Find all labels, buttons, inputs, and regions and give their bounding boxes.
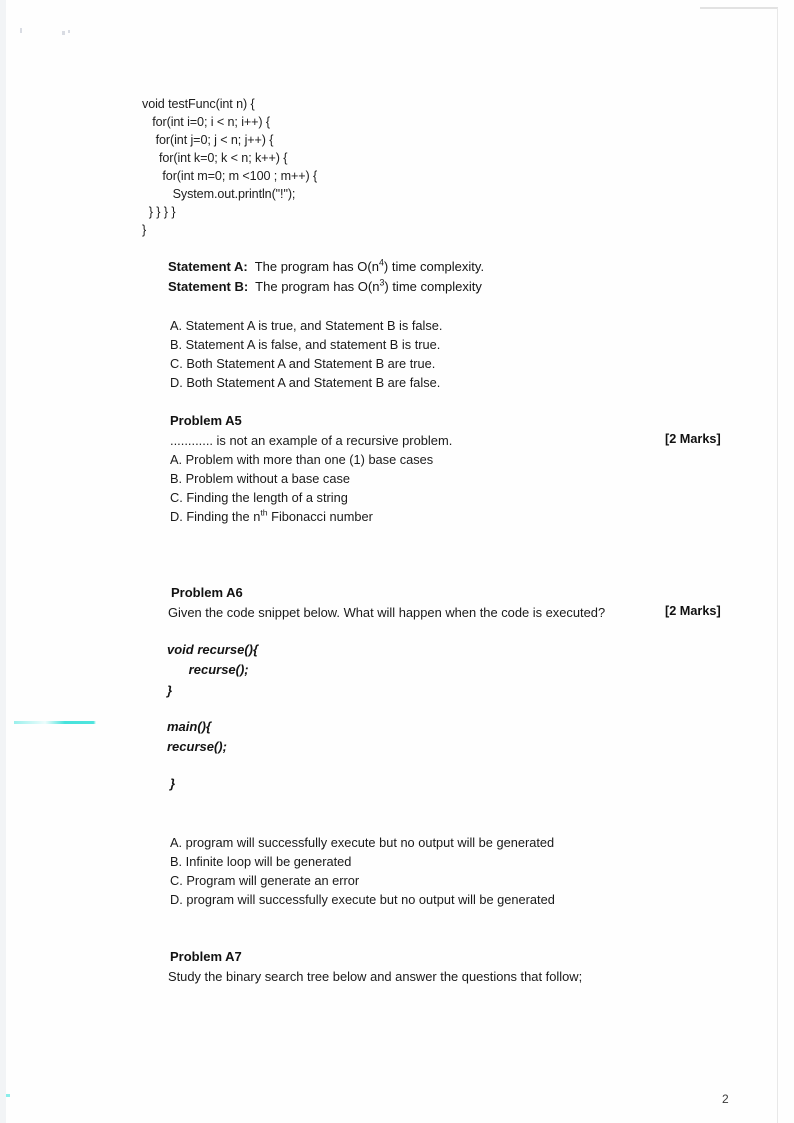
scan-speck: [62, 31, 65, 35]
code-line: for(int m=0; m <100 ; m++) {: [142, 169, 318, 183]
problem-a6-option-b[interactable]: B. Infinite loop will be generated: [170, 854, 352, 869]
code-line: }: [167, 683, 173, 698]
problem-a6-option-c[interactable]: C. Program will generate an error: [170, 873, 360, 888]
problem-a5-option-c[interactable]: C. Finding the length of a string: [170, 490, 348, 505]
statement-b-text-after: ) time complexity: [384, 279, 482, 294]
scan-edge-top: [700, 7, 778, 9]
code-line: for(int k=0; k < n; k++) {: [142, 151, 288, 165]
code-line: main(){: [167, 719, 212, 734]
statement-option-b[interactable]: B. Statement A is false, and statement B is true.: [170, 337, 441, 352]
code-line: for(int i=0; i < n; i++) {: [142, 115, 271, 129]
statement-a-text-after: ) time complexity.: [383, 259, 485, 274]
problem-a5-prompt: ............ is not an example of a recursive problem.: [170, 433, 453, 448]
code-line: recurse();: [167, 662, 249, 677]
scan-artifact-cyan-streak: [14, 721, 96, 724]
statement-b-label: Statement B:: [168, 279, 249, 294]
code-line: void recurse(){: [167, 642, 259, 657]
code-line: }: [170, 776, 176, 791]
problem-a7-title: Problem A7: [170, 949, 242, 964]
statement-a-exponent: 4: [378, 257, 384, 268]
code-line: } } } }: [142, 205, 176, 219]
problem-a5-option-a[interactable]: A. Problem with more than one (1) base cases: [170, 452, 434, 467]
statement-option-a[interactable]: A. Statement A is true, and Statement B is false.: [170, 318, 443, 333]
scan-edge-left: [0, 0, 6, 1123]
code-line: }: [142, 223, 147, 237]
scan-speck: [68, 30, 70, 33]
problem-a6-option-d[interactable]: D. program will successfully execute but no output will be generated: [170, 892, 555, 907]
statement-option-d[interactable]: D. Both Statement A and Statement B are false.: [170, 375, 441, 390]
code-line: void testFunc(int n) {: [142, 97, 255, 111]
statement-a-text-before: The program has O(n: [247, 259, 379, 274]
problem-a5-title: Problem A5: [170, 413, 242, 428]
problem-a6-option-a[interactable]: A. program will successfully execute but no output will be generated: [170, 835, 555, 850]
problem-a6-prompt: Given the code snippet below. What will happen when the code is executed?: [168, 605, 606, 620]
page-number: 2: [722, 1092, 729, 1106]
code-line: for(int j=0; j < n; j++) {: [142, 133, 274, 147]
scan-speck: [20, 28, 22, 33]
statement-b: [168, 279, 482, 294]
problem-a6-marks: [2 Marks]: [665, 604, 721, 618]
problem-a6-title: Problem A6: [171, 585, 243, 600]
statement-a: [168, 259, 484, 274]
problem-a5-marks: [2 Marks]: [665, 432, 721, 446]
problem-a7-prompt: Study the binary search tree below and answer the questions that follow;: [168, 969, 583, 984]
problem-a5-option-d-superscript: th: [260, 507, 268, 518]
statement-option-c[interactable]: C. Both Statement A and Statement B are true.: [170, 356, 436, 371]
code-line: recurse();: [167, 739, 227, 754]
problem-a5-option-d-after: Fibonacci number: [267, 509, 373, 524]
problem-a5-option-b[interactable]: B. Problem without a base case: [170, 471, 350, 486]
problem-a5-option-d-before: D. Finding the n: [170, 509, 261, 524]
code-line: System.out.println("!");: [142, 187, 296, 201]
statement-a-label: Statement A:: [168, 259, 248, 274]
statement-b-exponent: 3: [379, 277, 385, 288]
problem-a5-option-d[interactable]: [170, 509, 373, 524]
statement-b-text-before: The program has O(n: [248, 279, 380, 294]
scan-edge-right: [777, 8, 778, 1123]
